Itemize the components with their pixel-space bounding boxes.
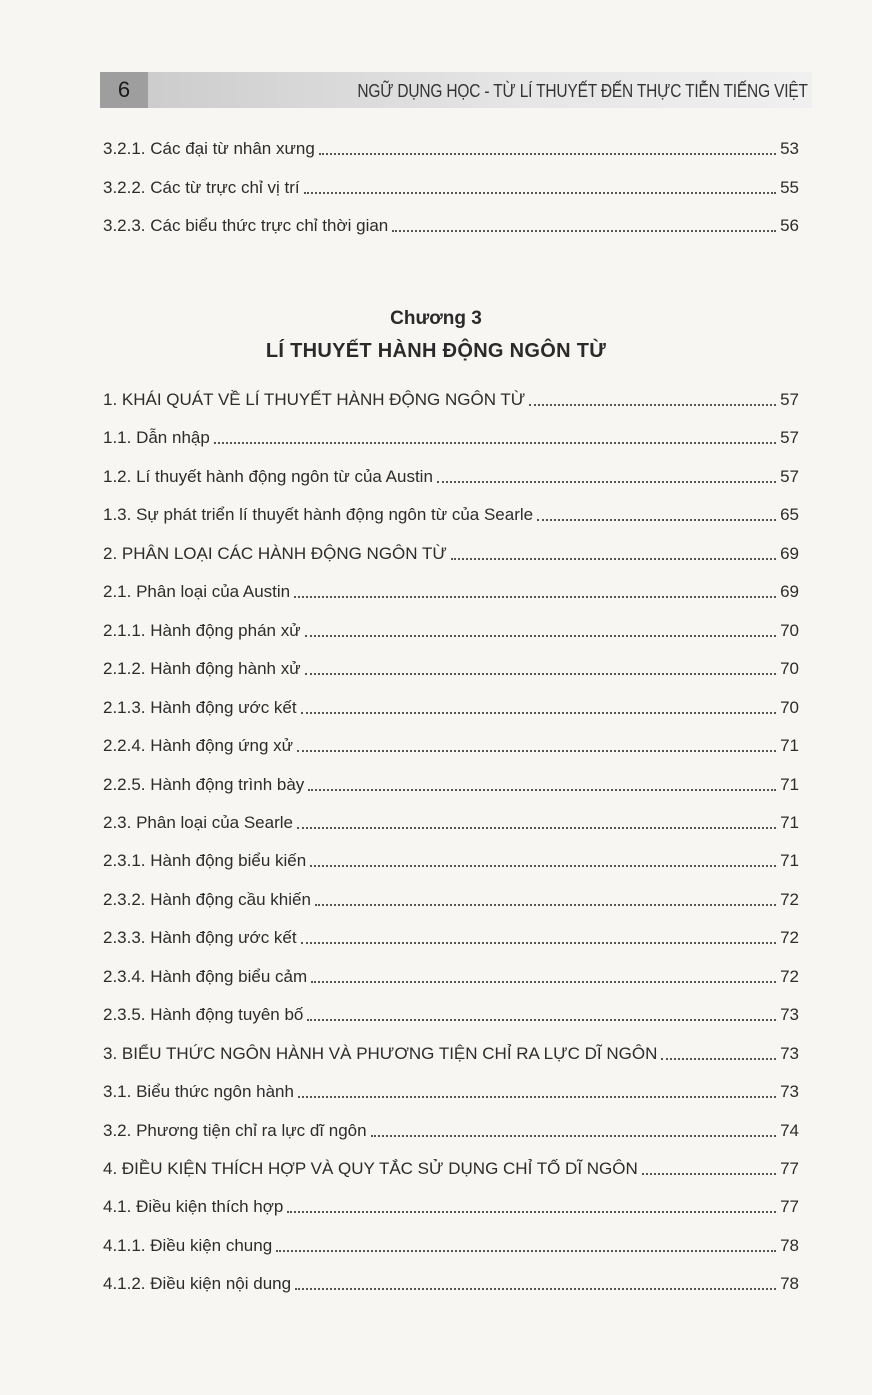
running-title: NGỮ DỤNG HỌC - TỪ LÍ THUYẾT ĐẾN THỰC TIỄN TIẾNG VIỆT: [357, 81, 808, 101]
dot-leader: [214, 442, 776, 444]
toc-entry: [103, 732, 799, 756]
dot-leader: [642, 1173, 776, 1175]
dot-leader: [308, 789, 776, 791]
toc-entry-page: 73: [780, 1005, 799, 1025]
toc-entry: [103, 501, 799, 525]
toc-entry: [103, 1270, 799, 1294]
toc-entry: [103, 1117, 799, 1141]
toc-entry-page: 55: [780, 177, 799, 197]
dot-leader: [305, 673, 776, 675]
toc-entry-page: 74: [780, 1120, 799, 1140]
toc-entry-page: 73: [780, 1082, 799, 1102]
dot-leader: [371, 1135, 777, 1137]
toc-entry: [103, 1232, 799, 1256]
toc-entry-label: 2.2.5. Hành động trình bày: [103, 774, 305, 794]
toc-entry-label: 4. ĐIỀU KIỆN THÍCH HỢP VÀ QUY TẮC SỬ DỤNG CHỈ TỐ DĨ NGÔN: [103, 1159, 638, 1178]
toc-entry-label: 3.2. Phương tiện chỉ ra lực dĩ ngôn: [103, 1120, 367, 1140]
dot-leader: [304, 192, 776, 194]
toc-entry-label: 2.1.1. Hành động phán xử: [103, 620, 301, 640]
dot-leader: [529, 404, 776, 406]
toc-entry-label: 2.3.2. Hành động cầu khiến: [103, 889, 311, 909]
toc-entry-label: 1.1. Dẫn nhập: [103, 428, 210, 448]
toc-entry: [103, 924, 799, 948]
dot-leader: [297, 750, 776, 752]
toc-entry-page: 78: [780, 1274, 799, 1294]
toc-entry: [103, 655, 799, 679]
toc-entry: [103, 694, 799, 718]
toc-entry-label: 4.1.1. Điều kiện chung: [103, 1235, 273, 1255]
toc-entry-label: 1. KHÁI QUÁT VỀ LÍ THUYẾT HÀNH ĐỘNG NGÔN TỪ: [103, 390, 526, 409]
toc-entry-page: 56: [780, 216, 799, 235]
toc-entry: [103, 578, 799, 602]
toc-entry-label: 2.3.4. Hành động biểu cảm: [103, 966, 308, 986]
toc-entry: [103, 963, 799, 987]
toc-entry-page: 69: [780, 543, 799, 563]
toc-entry: [103, 1193, 799, 1217]
dot-leader: [305, 635, 776, 637]
toc-entry-page: 57: [780, 428, 799, 448]
dot-leader: [297, 827, 776, 829]
toc-entry: [103, 540, 799, 564]
toc-entry: [103, 174, 799, 198]
toc-entry: [103, 463, 799, 487]
chapter-number: Chương 3: [390, 308, 482, 329]
toc-entry-label: 2.2.4. Hành động ứng xử: [103, 736, 294, 756]
toc-entry: [103, 135, 799, 159]
toc-entry-page: 71: [780, 736, 799, 756]
toc-entry: [103, 212, 799, 236]
toc-entry: [103, 386, 799, 410]
toc-entry-page: 77: [780, 1197, 799, 1217]
toc-entry-label: 4.1. Điều kiện thích hợp: [103, 1197, 284, 1217]
dot-leader: [315, 904, 776, 906]
toc-entry: [103, 886, 799, 910]
dot-leader: [307, 1019, 776, 1021]
toc-entry-page: 71: [780, 812, 799, 832]
dot-leader: [298, 1096, 776, 1098]
toc-entry-page: 70: [780, 620, 799, 640]
toc-entry-page: 70: [780, 697, 799, 717]
toc-entry-page: 72: [780, 928, 799, 948]
toc-entry-label: 3. BIỂU THỨC NGÔN HÀNH VÀ PHƯƠNG TIỆN CHỈ RA LỰC DĨ NGÔN: [103, 1043, 658, 1063]
dot-leader: [661, 1058, 776, 1060]
toc-entry: [103, 847, 799, 871]
toc-entry-label: 2.3. Phân loại của Searle: [103, 812, 293, 832]
dot-leader: [311, 981, 776, 983]
dot-leader: [319, 153, 776, 155]
toc-entry-page: 73: [780, 1043, 799, 1063]
toc-entry-label: 1.2. Lí thuyết hành động ngôn từ của Austin: [103, 466, 433, 486]
toc-entry: [103, 1078, 799, 1102]
dot-leader: [310, 865, 776, 867]
toc-entry-label: 2.3.3. Hành động ước kết: [103, 928, 297, 948]
page-number: 6: [100, 72, 148, 108]
toc-entry: [103, 1001, 799, 1025]
dot-leader: [537, 519, 776, 521]
toc-entry: [103, 1155, 799, 1179]
toc-entry-label: 3.1. Biểu thức ngôn hành: [103, 1082, 294, 1102]
toc-entry-page: 57: [780, 466, 799, 486]
toc-entry: [103, 1040, 799, 1064]
dot-leader: [451, 558, 776, 560]
toc-entry-label: 2.1.2. Hành động hành xử: [103, 659, 301, 679]
toc-entry-label: 2. PHÂN LOẠI CÁC HÀNH ĐỘNG NGÔN TỪ: [103, 543, 447, 563]
toc-entry-page: 53: [780, 139, 799, 158]
toc-entry-page: 71: [780, 774, 799, 794]
toc-entry-label: 4.1.2. Điều kiện nội dung: [103, 1274, 292, 1294]
toc-entry-page: 65: [780, 505, 799, 525]
toc-entry-label: 3.2.1. Các đại từ nhân xưng: [103, 139, 315, 158]
toc-entry-label: 1.3. Sự phát triển lí thuyết hành động ngôn từ của Searle: [103, 505, 534, 525]
toc-entry-label: 2.1. Phân loại của Austin: [103, 582, 291, 602]
toc-entry-page: 72: [780, 889, 799, 909]
toc-entry: [103, 424, 799, 448]
toc-entry-page: 78: [780, 1235, 799, 1255]
toc-entry-page: 77: [780, 1159, 799, 1178]
dot-leader: [287, 1211, 776, 1213]
toc-entry-page: 72: [780, 966, 799, 986]
dot-leader: [437, 481, 776, 483]
dot-leader: [295, 1288, 776, 1290]
toc-entry-label: 2.3.5. Hành động tuyên bố: [103, 1005, 304, 1025]
toc-entry-page: 71: [780, 851, 799, 871]
toc-entry-label: 2.1.3. Hành động ước kết: [103, 697, 297, 717]
dot-leader: [276, 1250, 776, 1252]
toc-entry: [103, 809, 799, 833]
dot-leader: [294, 596, 776, 598]
dot-leader: [392, 230, 776, 232]
toc-entry-label: 3.2.3. Các biểu thức trực chỉ thời gian: [103, 216, 389, 235]
dot-leader: [301, 942, 776, 944]
toc-entry: [103, 617, 799, 641]
toc-entry-page: 69: [780, 582, 799, 602]
chapter-title: LÍ THUYẾT HÀNH ĐỘNG NGÔN TỪ: [265, 340, 607, 362]
toc-entry: [103, 771, 799, 795]
running-header: [100, 72, 812, 108]
dot-leader: [301, 712, 776, 714]
toc-entry-page: 57: [780, 390, 799, 409]
toc-entry-label: 2.3.1. Hành động biểu kiến: [103, 851, 307, 871]
toc-entry-page: 70: [780, 659, 799, 679]
toc-entry-label: 3.2.2. Các từ trực chỉ vị trí: [103, 177, 300, 197]
